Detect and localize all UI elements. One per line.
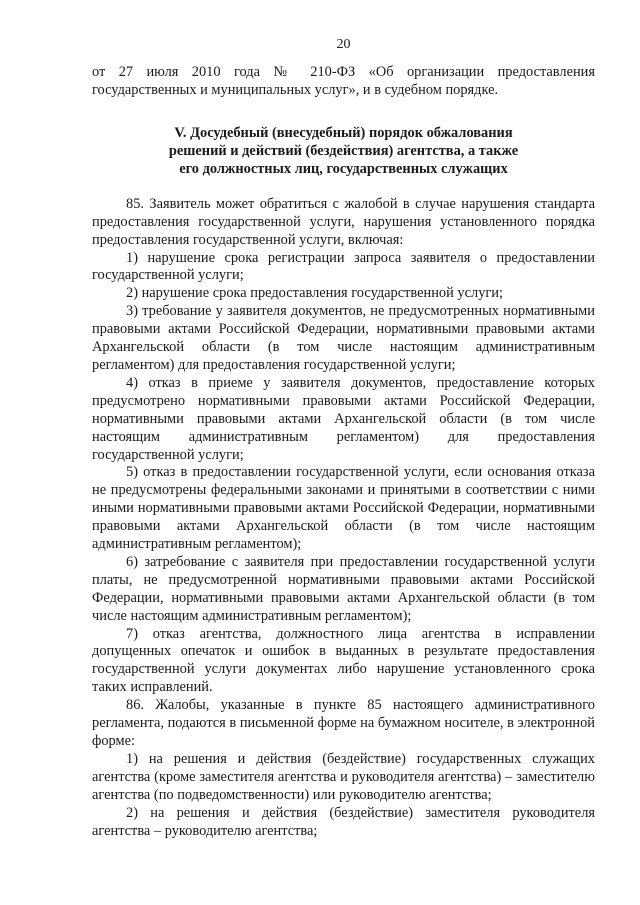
section-heading-line-1: V. Досудебный (внесудебный) порядок обжалования: [174, 124, 513, 141]
item-85-6: 6) затребование с заявителя при предоставлении государственной услуги платы, не предусмотренной нормативными правовыми актами Российской Федерации, нормативными правовыми актами Архангельской области (в том числе настоящим административным регламентом);: [92, 553, 595, 624]
section-heading-line-2: решений и действий (бездействия) агентства, а также: [168, 142, 519, 159]
document-page: [92, 0, 595, 905]
item-86-2: 2) на решения и действия (бездействие) заместителя руководителя агентства – руководителю агентства;: [92, 804, 595, 839]
item-85-5: 5) отказ в предоставлении государственной услуги, если основания отказа не предусмотрены федеральными законами и принятыми в соответствии с ними иными нормативными правовыми актами Российской Федерации, нормативными правовыми актами Архангельской области (в том числе настоящим административным регламентом);: [92, 464, 595, 553]
section-heading: [92, 124, 595, 178]
item-85-4: 4) отказ в приеме у заявителя документов, предоставление которых предусмотрено нормативными правовыми актами Российской Федерации, нормативными правовыми актами Архангельской области (в том числе настоящим административным регламентом) для предоставления государственной услуги;: [92, 374, 595, 463]
section-heading-line-3: его должностных лиц, государственных служащих: [179, 160, 508, 177]
intro-paragraph: от 27 июля 2010 года № 210-ФЗ «Об организации предоставления государственных и муниципальных услуг», и в судебном порядке.: [92, 64, 595, 98]
paragraph-86: 86. Жалобы, указанные в пункте 85 настоящего административного регламента, подаются в письменной форме на бумажном носителе, в электронной форме:: [92, 697, 595, 749]
item-86-1: 1) на решения и действия (бездействие) государственных служащих агентства (кроме заместителя агентства и руководителя агентства) – заместителю агентства (по подведомственности) или руководителю агентства;: [92, 750, 595, 803]
item-85-7: 7) отказ агентства, должностного лица агентства в исправлении допущенных опечаток и ошибок в выданных в результате предоставления государственной услуги документах либо нарушение установленного срока таких исправлений.: [92, 625, 595, 696]
item-85-1: 1) нарушение срока регистрации запроса заявителя о предоставлении государственной услуги;: [92, 249, 595, 284]
document-body: [92, 64, 595, 840]
paragraph-85: 85. Заявитель может обратиться с жалобой в случае нарушения стандарта предоставления государственной услуги, нарушения установленного порядка предоставления государственной услуги, включая:: [92, 195, 595, 248]
item-85-2: 2) нарушение срока предоставления государственной услуги;: [126, 285, 503, 302]
item-85-3: 3) требование у заявителя документов, не предусмотренных нормативными правовыми актами Российской Федерации, нормативными правовыми актами Архангельской области (в том числе настоящим административным регламентом) для предоставления государственной услуги;: [92, 303, 595, 373]
page-number: 20: [336, 37, 351, 52]
